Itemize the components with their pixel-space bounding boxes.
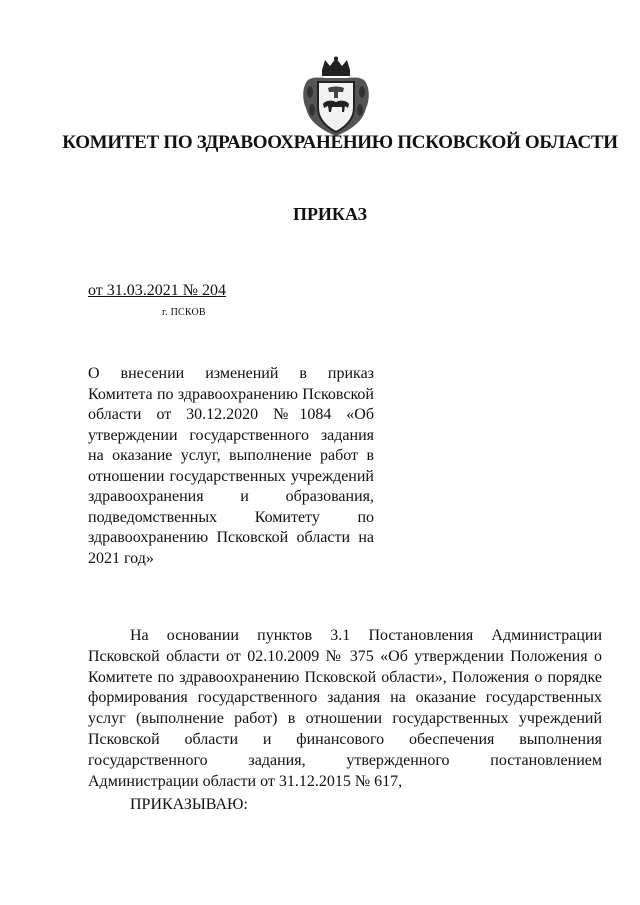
preamble-paragraph: На основании пунктов 3.1 Постановления Администрации Псковской области от 02.10.2009 № 375 «Об утверждении Положения о Комитете по здравоохранению Псковской области», Положения о порядке формирования государственного задания на оказание государственных услуг (выполнение работ) в отношении государственных учреждений Псковской области и финансового обеспечения выполнения государственного задания, утвержденного постановлением Администрации области от 31.12.2015 № 617, [88, 627, 602, 790]
document-subject: О внесении изменений в приказ Комитета по здравоохранению Псковской области от 30.12.2020 №1084 «Об утверждении государственного задания на оказание услуг, выполнение работ в отношении государственных учреждений здравоохранения и образования, подведомственных Комитету по здравоохранению Псковской области на 2021 год» [88, 365, 374, 567]
order-word: ПРИКАЗЫВАЮ: [130, 796, 248, 813]
document-type-title: ПРИКАЗ [292, 204, 368, 224]
date-prefix: от [88, 282, 107, 299]
document-number: 204 [202, 282, 227, 299]
coat-of-arms-icon [298, 56, 374, 138]
number-sign: № [178, 282, 203, 299]
document-date-number [88, 282, 226, 300]
document-city: г. ПСКОВ [162, 307, 206, 318]
document-date: 31.03.2021 [106, 282, 179, 299]
organization-title: КОМИТЕТ ПО ЗДРАВООХРАНЕНИЮ ПСКОВСКОЙ ОБЛАСТИ [62, 132, 618, 153]
